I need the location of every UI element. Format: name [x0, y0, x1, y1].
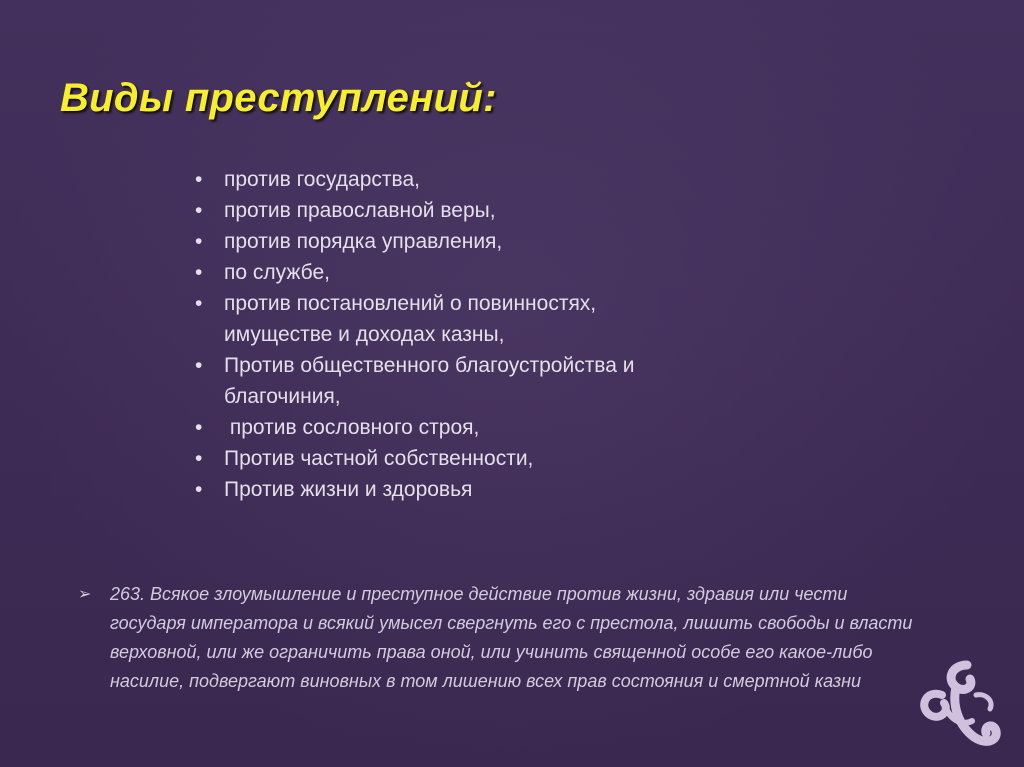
bullet-icon: •	[195, 447, 203, 470]
list-item-text: Против частной собственности,	[224, 447, 534, 470]
list-item-text: против государства,	[224, 168, 420, 191]
bullet-icon: •	[195, 199, 203, 222]
list-item-text: против порядка управления,	[224, 230, 503, 253]
list-item	[195, 164, 665, 195]
list-item	[195, 226, 665, 257]
list-item	[195, 350, 665, 412]
list-item	[195, 288, 665, 350]
list-item	[195, 474, 665, 505]
list-item	[195, 412, 665, 443]
bullet-icon: •	[195, 230, 203, 253]
bullet-icon: •	[195, 416, 203, 439]
list-item-text: против православной веры,	[224, 199, 496, 222]
law-article-text: 263. Всякое злоумышление и преступное действие против жизни, здравия или чести государя императора и всякий умысел свергнуть его с престола, лишить свободы и власти верховной, или же ограничить права оной, или учинить священной особе его какое-либо насилие, подвергают виновных в том лишению всех прав состояния и смертной казни	[110, 584, 913, 691]
arrow-bullet-icon: ➢	[78, 586, 92, 603]
bullet-icon: •	[195, 478, 203, 501]
list-item-text: против постановлений о повинностях, имуществе и доходах казны,	[224, 292, 597, 346]
crime-types-list	[195, 164, 665, 505]
bullet-icon: •	[195, 168, 203, 191]
bullet-icon: •	[195, 261, 203, 284]
law-article-quote	[78, 580, 918, 696]
slide-title: Виды преступлений:	[60, 76, 497, 120]
list-item-text: Против жизни и здоровья	[224, 478, 473, 501]
list-item	[195, 443, 665, 474]
list-item-text: против сословного строя,	[224, 416, 480, 439]
list-item	[195, 257, 665, 288]
list-item	[195, 195, 665, 226]
bullet-icon: •	[195, 292, 203, 315]
list-item-text: по службе,	[224, 261, 330, 284]
swirl-ornament-icon	[912, 655, 1012, 755]
list-item-text: Против общественного благоустройства и благочиния,	[224, 354, 635, 408]
bullet-icon: •	[195, 354, 203, 377]
